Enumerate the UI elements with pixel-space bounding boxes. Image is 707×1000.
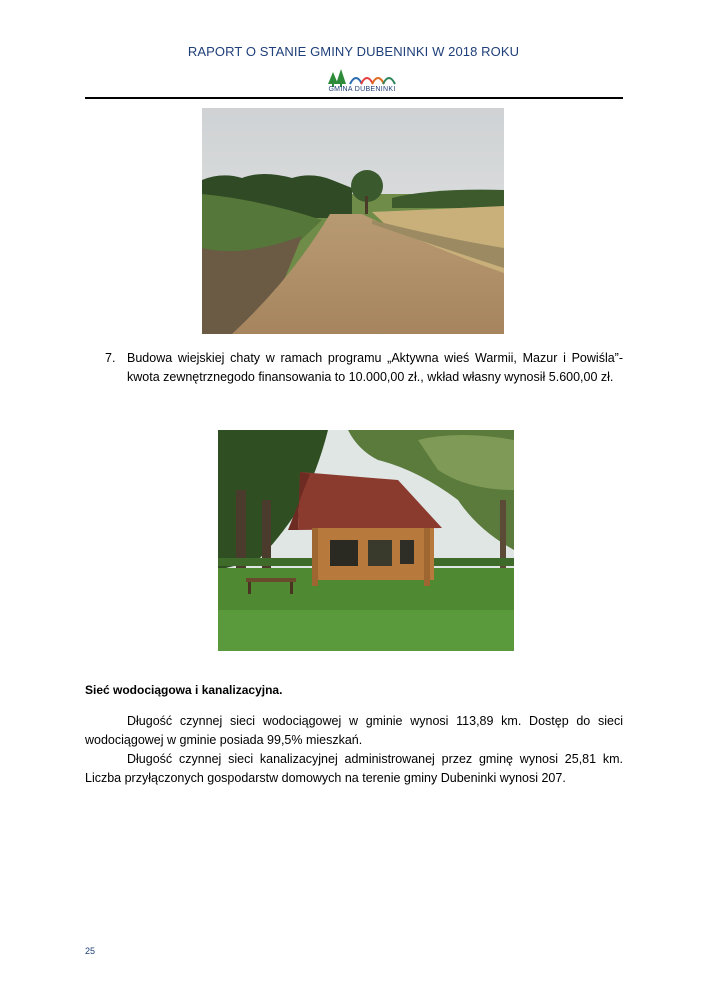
photo-dirt-road (202, 108, 504, 334)
list-item-text: Budowa wiejskiej chaty w ramach programu „Aktywna wieś Warmii, Mazur i Powiśla”- kwota zewnętrznegodo finansowania to 10.000,00 zł., wkład własny wynosił 5.600,00 zł. (127, 351, 623, 384)
photo-wooden-shelter (218, 430, 514, 651)
paragraph-sewage-network: Długość czynnej sieci kanalizacyjnej administrowanej przez gminę wynosi 25,81 km. Liczba przyłączonych gospodarstw domowych na terenie gminy Dubeninki wynosi 207. (85, 752, 623, 785)
gmina-logo-text: GMINA DUBENINKI (328, 86, 396, 93)
report-header-title: RAPORT O STANIE GMINY DUBENINKI W 2018 ROKU (187, 44, 520, 59)
section-heading: Sieć wodociągowa i kanalizacyjna. (85, 683, 283, 697)
paragraph-water-network: Długość czynnej sieci wodociągowej w gminie wynosi 113,89 km. Dostęp do sieci wodociągowej w gminie posiada 99,5% mieszkań. (85, 714, 623, 747)
header-rule (85, 97, 623, 99)
page-number: 25 (85, 946, 96, 956)
list-item-number: 7. (105, 351, 116, 365)
